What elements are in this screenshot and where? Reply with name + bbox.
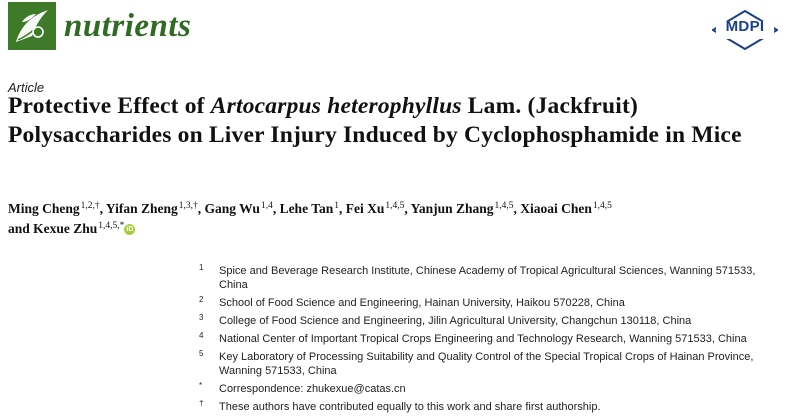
equal-contribution-text: These authors have contributed equally to this work and share first authorship.: [219, 401, 601, 413]
correspondence-item[interactable]: [197, 382, 787, 396]
title-part-1: Protective Effect of: [8, 93, 211, 119]
affiliation-list: [197, 264, 787, 418]
publisher-name: MDPI: [725, 18, 765, 35]
title-part-2: Lam. (Jackfruit) Polysaccharides on Liver Injury Induced by Cyclophosphamide in Mice: [8, 93, 742, 148]
author-conjunction: and: [8, 221, 30, 236]
affiliation-item: [197, 264, 787, 292]
author-name[interactable]: Yifan Zheng: [105, 201, 178, 216]
affiliation-item: [197, 296, 787, 310]
affiliation-marker: 1: [199, 263, 204, 272]
article-type: Article: [8, 80, 45, 95]
affiliation-marker: †: [199, 399, 204, 408]
affiliation-text: Key Laboratory of Processing Suitability and Quality Control of the Special Tropical Crops of Hainan Province, Wanning 571533, China: [219, 351, 754, 377]
author-affiliation: 1: [334, 200, 339, 211]
author-affiliation: 1,4: [260, 200, 273, 211]
affiliation-marker: 2: [199, 295, 204, 304]
author-name[interactable]: Lehe Tan: [279, 201, 334, 216]
affiliation-text: School of Food Science and Engineering, Hainan University, Haikou 570228, China: [219, 297, 625, 309]
author-name[interactable]: Gang Wu: [204, 201, 260, 216]
author-affiliation: 1,3,†: [178, 200, 198, 211]
orcid-icon[interactable]: iD: [126, 225, 134, 233]
journal-name[interactable]: nutrients: [64, 8, 192, 44]
affiliation-marker: *: [199, 381, 203, 390]
author-affiliation: 1,4,5: [385, 200, 405, 211]
author-affiliation: 1,4,5: [494, 200, 514, 211]
author-name[interactable]: Ming Cheng: [8, 201, 80, 216]
author-name[interactable]: Yanjun Zhang: [410, 201, 494, 216]
journal-logo[interactable]: [8, 2, 56, 50]
affiliation-marker: 3: [199, 313, 204, 322]
correspondence-text[interactable]: Correspondence: zhukexue@catas.cn: [219, 383, 406, 395]
affiliation-item: [197, 314, 787, 328]
affiliation-text: Spice and Beverage Research Institute, Chinese Academy of Tropical Agricultural Sciences, Wanning 571533, China: [219, 265, 756, 291]
affiliation-text: National Center of Important Tropical Crops Engineering and Technology Research, Wanning 571533, China: [219, 333, 747, 345]
title-species: Artocarpus heterophyllus: [210, 93, 462, 119]
author-name[interactable]: Kexue Zhu: [33, 221, 98, 236]
affiliation-item: [197, 350, 787, 378]
author-affiliation: 1,4,5: [592, 200, 612, 211]
affiliation-item: [197, 332, 787, 346]
article-title: [8, 92, 778, 150]
author-affiliation: 1,2,†: [80, 200, 100, 211]
author-list: Ming Cheng$^{1,2,\dagger}$, Yifan Zheng$^{1,3,\dagger}$, Gang Wu$^{1,4}$, Lehe Tan$^1$, Fei Xu$^{1,4,5}$, Yanjun Zhang$^{1,4,5}$, Xiaoai Chen$^{1,4,5}$ and Kexue Zhu$^{1,4,5,*}$ iD: [8, 200, 612, 236]
leaf-logo-icon: [8, 2, 56, 50]
author-affiliation: 1,4,5,*: [98, 220, 125, 231]
affiliation-text: College of Food Science and Engineering, Jilin Agricultural University, Changchun 130118, China: [219, 315, 692, 327]
affiliation-marker: 4: [199, 331, 204, 340]
author-name[interactable]: Xiaoai Chen: [520, 201, 592, 216]
affiliation-marker: 5: [199, 349, 204, 358]
author-name[interactable]: Fei Xu: [345, 201, 385, 216]
